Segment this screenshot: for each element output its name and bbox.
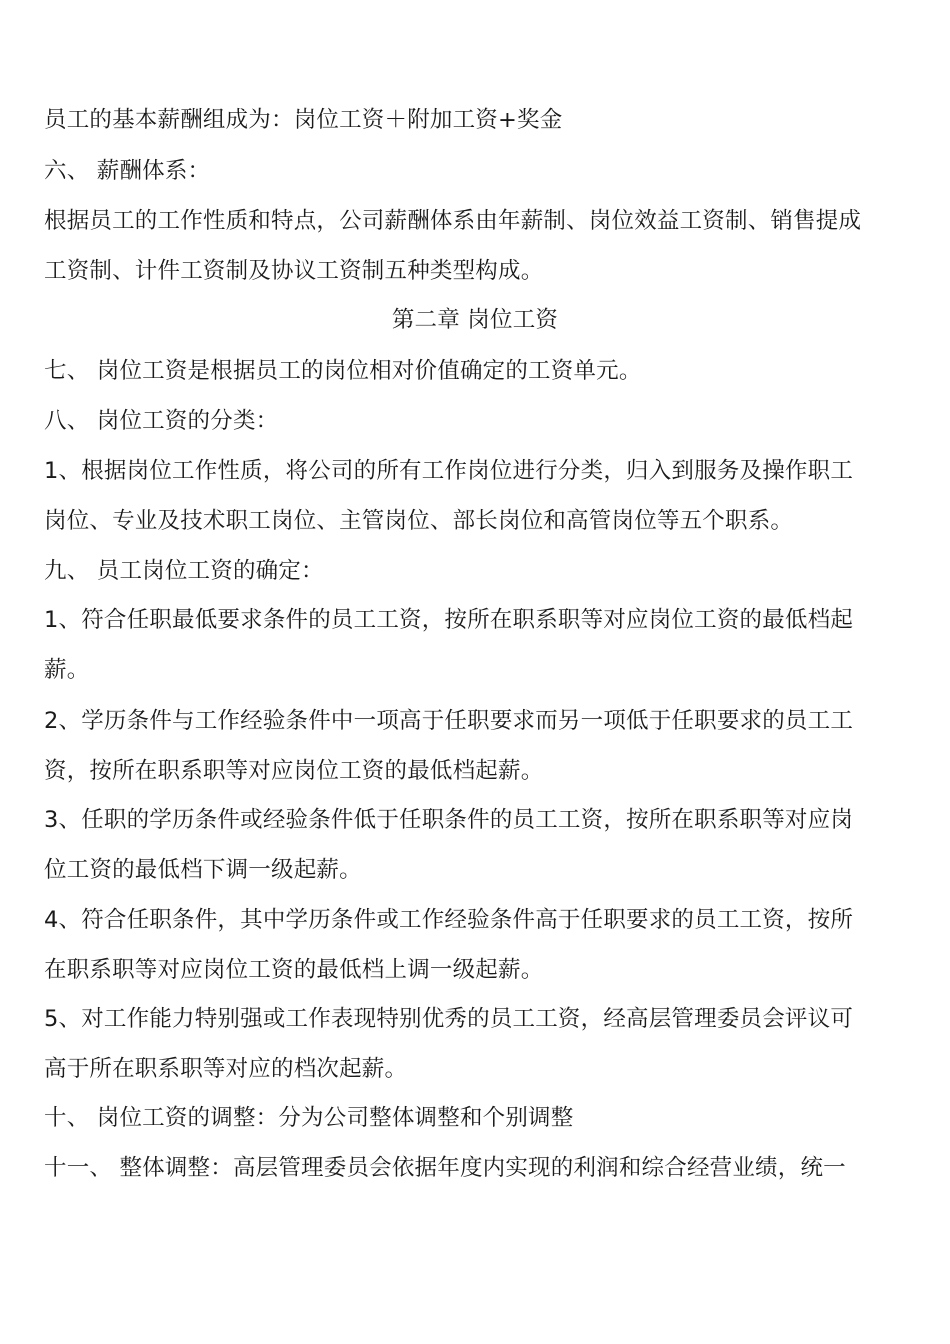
section-heading-8: 八、 岗位工资的分类： xyxy=(44,408,279,434)
text-line-salary-system-1: 根据员工的工作性质和特点，公司薪酬体系由年薪制、岗位效益工资制、销售提成 xyxy=(44,208,862,234)
text-line-classification-2: 岗位、专业及技术职工岗位、主管岗位、部长岗位和高管岗位等五个职系。 xyxy=(44,508,794,534)
section-heading-11: 十一、 整体调整：高层管理委员会依据年度内实现的利润和综合经营业绩，统一 xyxy=(44,1155,846,1181)
text-line-rule-3a: 3、任职的学历条件或经验条件低于任职条件的员工工资，按所在职系职等对应岗 xyxy=(44,807,854,833)
text-line-rule-4a: 4、符合任职条件，其中学历条件或工作经验条件高于任职要求的员工工资，按所 xyxy=(44,907,854,933)
text-line-rule-1b: 薪。 xyxy=(44,657,90,683)
section-heading-7: 七、 岗位工资是根据员工的岗位相对价值确定的工资单元。 xyxy=(44,358,642,384)
text-line-rule-3b: 位工资的最低档下调一级起薪。 xyxy=(44,857,362,883)
text-line-rule-5b: 高于所在职系职等对应的档次起薪。 xyxy=(44,1056,408,1082)
text-line-rule-4b: 在职系职等对应岗位工资的最低档上调一级起薪。 xyxy=(44,957,544,983)
text-line-salary-composition: 员工的基本薪酬组成为：岗位工资＋附加工资+奖金 xyxy=(44,107,563,133)
chapter-title: 第二章 岗位工资 xyxy=(391,307,559,333)
section-heading-6: 六、 薪酬体系： xyxy=(44,158,211,184)
text-line-classification-1: 1、根据岗位工作性质，将公司的所有工作岗位进行分类，归入到服务及操作职工 xyxy=(44,458,854,484)
text-line-rule-1a: 1、符合任职最低要求条件的员工工资，按所在职系职等对应岗位工资的最低档起 xyxy=(44,607,854,633)
section-heading-10: 十、 岗位工资的调整：分为公司整体调整和个别调整 xyxy=(44,1105,574,1131)
text-line-rule-2a: 2、学历条件与工作经验条件中一项高于任职要求而另一项低于任职要求的员工工 xyxy=(44,708,854,734)
text-line-rule-2b: 资，按所在职系职等对应岗位工资的最低档起薪。 xyxy=(44,758,544,784)
text-line-salary-system-2: 工资制、计件工资制及协议工资制五种类型构成。 xyxy=(44,258,544,284)
section-heading-9: 九、 员工岗位工资的确定： xyxy=(44,558,324,584)
text-line-rule-5a: 5、对工作能力特别强或工作表现特别优秀的员工工资，经高层管理委员会评议可 xyxy=(44,1006,854,1032)
